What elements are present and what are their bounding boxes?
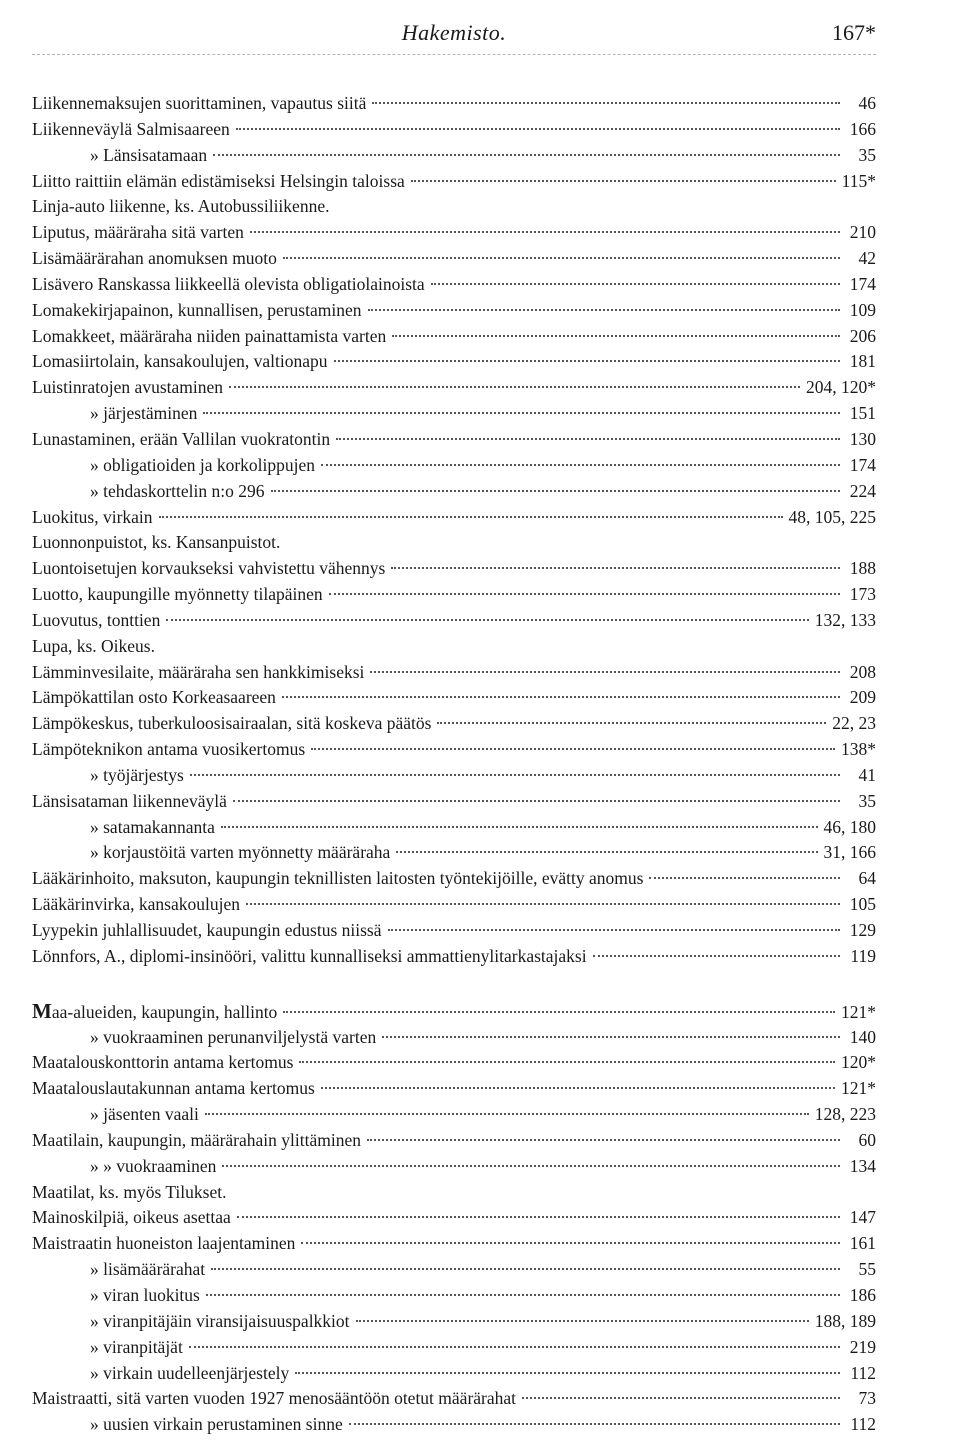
dot-leader <box>246 903 840 905</box>
index-entry <box>32 1025 876 1051</box>
dot-leader <box>250 231 840 233</box>
dot-leader <box>392 335 840 337</box>
index-entry-pages: 186 <box>849 1284 876 1305</box>
index-entry-text: Maa-alueiden, kaupungin, hallinto <box>32 998 278 1023</box>
index-entry-text: » » vuokraaminen <box>90 1155 217 1176</box>
page-header <box>32 14 876 50</box>
index-entry <box>32 815 876 841</box>
index-entry <box>32 1076 876 1102</box>
index-entry-pages: 115* <box>841 170 876 191</box>
index-entry <box>32 737 876 763</box>
index-entry <box>32 789 876 815</box>
index-entry-pages: 147 <box>849 1207 876 1228</box>
index-entry <box>32 272 876 298</box>
index-entry <box>32 324 876 350</box>
index-entry-pages: 181 <box>849 351 876 372</box>
index-entry-pages: 121* <box>841 1078 876 1099</box>
index-entry-text: Liputus, määräraha sitä varten <box>32 222 244 243</box>
index-entry-pages: 46, 180 <box>823 816 876 837</box>
index-entry-text: Liikennemaksujen suorittaminen, vapautus siitä <box>32 93 367 113</box>
index-entry-pages: 224 <box>849 480 876 501</box>
index-entry-text: Liitto raittiin elämän edistämiseksi Helsingin taloissa <box>32 170 405 191</box>
dot-leader <box>368 309 841 311</box>
dot-leader <box>222 1165 840 1167</box>
dot-leader <box>388 929 841 931</box>
index-entry-pages: 31, 166 <box>823 842 876 863</box>
index-entry-pages: 209 <box>849 687 876 708</box>
index-entry-text: » virkain uudelleenjärjestely <box>90 1362 290 1383</box>
dot-leader <box>271 490 841 492</box>
index-entry <box>32 1180 876 1206</box>
dot-leader <box>283 257 840 259</box>
index-entry <box>32 479 876 505</box>
index-entry-text: Liikenneväylä Salmisaareen <box>32 118 230 139</box>
index-entry-pages: 119 <box>850 945 876 966</box>
index-entry-text: » Länsisatamaan <box>90 144 208 165</box>
index-entry-text: Maatalouskonttorin antama kertomus <box>32 1052 294 1073</box>
index-entry <box>32 1205 876 1231</box>
dot-leader <box>205 1113 809 1115</box>
index-entry-pages: 35 <box>858 790 876 811</box>
index-entry-text: » korjaustöitä varten myönnetty määräraha <box>90 842 391 863</box>
index-entry-pages: 120* <box>841 1052 876 1073</box>
index-entry-text: Lämpöteknikon antama vuosikertomus <box>32 739 306 760</box>
index-entry-text: » jäsenten vaali <box>90 1104 199 1125</box>
index-entry-pages: 46 <box>858 93 876 113</box>
dot-leader <box>356 1320 809 1322</box>
index-entry-text: » viranpitäjäin viransijaisuuspalkkiot <box>90 1310 350 1331</box>
dot-leader <box>236 128 840 130</box>
dot-leader <box>321 1087 835 1089</box>
index-entry-text: Lämminvesilaite, määräraha sen hankkimiseksi <box>32 661 365 682</box>
index-entry-pages: 42 <box>858 248 876 269</box>
dot-leader <box>189 1346 840 1348</box>
index-entry-text: Luonnonpuistot, ks. Kansanpuistot. <box>32 532 281 553</box>
index-entry <box>32 634 876 660</box>
index-entry-text: » satamakannanta <box>90 816 215 837</box>
dot-leader <box>349 1423 840 1425</box>
index-entry-text: Maatalouslautakunnan antama kertomus <box>32 1078 315 1099</box>
index-entry <box>32 505 876 531</box>
index-entry-pages: 73 <box>858 1388 876 1409</box>
index-entry <box>32 840 876 866</box>
dot-leader <box>166 619 808 621</box>
index-entry-pages: 173 <box>849 584 876 605</box>
index-entry-pages: 219 <box>849 1336 876 1357</box>
index-entry <box>32 1050 876 1076</box>
index-entry-text: Lönnfors, A., diplomi-insinööri, valittu kunnalliseksi ammattienylitarkastajaksi <box>32 945 587 966</box>
index-entry-text: » tehdaskorttelin n:o 296 <box>90 480 265 501</box>
index-entry <box>32 866 876 892</box>
index-entry-text: Lomakekirjapainon, kunnallisen, perustaminen <box>32 299 362 320</box>
dot-leader <box>391 567 840 569</box>
index-entry-text: Luistinratojen avustaminen <box>32 377 223 398</box>
index-entry-pages: 129 <box>849 920 876 940</box>
index-entry-text: Luotto, kaupungille myönnetty tilapäinen <box>32 584 323 605</box>
index-entry-pages: 174 <box>849 454 876 475</box>
index-entry <box>32 1257 876 1283</box>
index-entry <box>32 375 876 401</box>
section-gap <box>32 970 876 999</box>
index-entry-text: » viran luokitus <box>90 1284 200 1305</box>
index-entry-text: Lääkärinvirka, kansakoulujen <box>32 894 240 915</box>
index-entry-pages: 151 <box>849 403 876 424</box>
index-entry-text: Luokitus, virkain <box>32 506 153 527</box>
dot-leader <box>233 800 840 802</box>
index-entry-pages: 112 <box>850 1414 876 1435</box>
index-entry <box>32 91 876 117</box>
page-title: Hakemisto. <box>401 20 507 45</box>
dot-leader <box>282 696 840 698</box>
index-entry <box>32 169 876 195</box>
index-entry <box>32 401 876 427</box>
index-entry-text: Lupa, ks. Oikeus. <box>32 635 155 656</box>
dot-leader <box>336 438 840 440</box>
dot-leader <box>221 826 818 828</box>
index-entry-pages: 208 <box>849 661 876 682</box>
index-entry <box>32 194 876 220</box>
index-entry-pages: 112 <box>850 1362 876 1383</box>
dot-leader <box>229 386 800 388</box>
dot-leader <box>206 1294 840 1296</box>
index-entry-text: » vuokraaminen perunanviljelystä varten <box>90 1026 377 1047</box>
index-entry-pages: 166 <box>849 118 876 139</box>
index-entry-text: Maatilat, ks. myös Tilukset. <box>32 1181 227 1202</box>
dot-leader <box>396 851 817 853</box>
index-entry <box>32 1361 876 1387</box>
index-entry-text: Lisämäärärahan anomuksen muoto <box>32 248 277 269</box>
dot-leader <box>649 877 840 879</box>
index-entry-pages: 109 <box>849 299 876 320</box>
index-entry <box>32 1231 876 1257</box>
index-entry <box>32 1412 876 1438</box>
index-entry-text: Lomasiirtolain, kansakoulujen, valtionapu <box>32 351 328 372</box>
index-entry-pages: 210 <box>849 222 876 243</box>
dot-leader <box>299 1061 835 1063</box>
index-entry-pages: 188, 189 <box>814 1310 876 1331</box>
dot-leader <box>237 1216 840 1218</box>
dot-leader <box>367 1139 840 1141</box>
index-entry-pages: 138* <box>841 739 876 760</box>
index-entry-text: Lämpökeskus, tuberkuloosisairaalan, sitä koskeva päätös <box>32 713 432 734</box>
index-entry <box>32 246 876 272</box>
index-entry <box>32 530 876 556</box>
index-entry <box>32 892 876 918</box>
index-entry-pages: 60 <box>858 1129 876 1150</box>
index-entry-text: Lääkärinhoito, maksuton, kaupungin teknillisten laitosten työntekijöille, evätty anomus <box>32 868 644 889</box>
index-entry-pages: 140 <box>849 1026 876 1047</box>
index-entry-text: » obligatioiden ja korkolippujen <box>90 454 316 475</box>
index-entry <box>32 1309 876 1335</box>
index-entry-pages: 55 <box>858 1259 876 1280</box>
index-entry-pages: 134 <box>849 1155 876 1176</box>
index-entry-text: Maistraatti, sitä varten vuoden 1927 menosääntöön otetut määrärahat <box>32 1388 517 1409</box>
dot-leader <box>295 1372 840 1374</box>
index-entry-pages: 130 <box>849 428 876 449</box>
index-entry <box>32 117 876 143</box>
index-entry <box>32 685 876 711</box>
dot-leader <box>190 774 840 776</box>
index-entry-pages: 105 <box>849 894 876 915</box>
index-entry <box>32 1283 876 1309</box>
index-entry-text: » viranpitäjät <box>90 1336 183 1357</box>
index-entry-text: Lisävero Ranskassa liikkeellä olevista obligatiolainoista <box>32 273 425 294</box>
index-entry-pages: 128, 223 <box>814 1104 876 1125</box>
index-entry <box>32 582 876 608</box>
index-entry-pages: 206 <box>849 325 876 346</box>
index-entry-pages: 35 <box>858 144 876 165</box>
dot-leader <box>431 283 840 285</box>
index-entry <box>32 220 876 246</box>
index-entry-text: Lomakkeet, määräraha niiden painattamista varten <box>32 325 387 346</box>
index-entry-text: Lyypekin juhlallisuudet, kaupungin edustus niissä <box>32 920 382 940</box>
index-entry <box>32 1335 876 1361</box>
index-entry-text: Maatilain, kaupungin, määrärahain ylittäminen <box>32 1129 361 1150</box>
dot-leader <box>311 748 835 750</box>
index-entry <box>32 1102 876 1128</box>
dot-leader <box>411 180 836 182</box>
index-entry <box>32 349 876 375</box>
index-entry-text: » uusien virkain perustaminen sinne <box>90 1414 343 1435</box>
index-entry-pages: 174 <box>849 273 876 294</box>
dot-leader <box>203 412 840 414</box>
index-entry <box>32 660 876 686</box>
index-entry <box>32 944 876 970</box>
index-entry-text: » työjärjestys <box>90 764 184 785</box>
index-entry <box>32 453 876 479</box>
index-entry-text: » lisämäärärahat <box>90 1259 206 1280</box>
dot-leader <box>334 360 841 362</box>
dot-leader <box>329 593 840 595</box>
index-entry-pages: 22, 23 <box>832 713 876 734</box>
index-entry-pages: 41 <box>858 764 876 785</box>
index-entry-text: Luovutus, tonttien <box>32 609 161 630</box>
dot-leader <box>283 1011 835 1013</box>
index-entry-pages: 161 <box>849 1233 876 1254</box>
dot-leader <box>321 464 840 466</box>
index-entry <box>32 918 876 944</box>
dot-leader <box>522 1397 840 1399</box>
dot-leader <box>301 1242 840 1244</box>
page-number: 167* <box>832 20 876 45</box>
index-entry <box>32 1154 876 1180</box>
index-entry-pages: 64 <box>858 868 876 889</box>
index-entry-text: Lämpökattilan osto Korkeasaareen <box>32 687 276 708</box>
index-entry <box>32 608 876 634</box>
dot-leader <box>372 102 840 104</box>
index-entry-text: Linja-auto liikenne, ks. Autobussiliikenne. <box>32 196 330 217</box>
index-entries <box>32 91 876 1438</box>
index-entry <box>32 427 876 453</box>
index-entry <box>32 143 876 169</box>
index-entry-text: Luontoisetujen korvaukseksi vahvistettu vähennys <box>32 558 386 579</box>
index-entry-text: » järjestäminen <box>90 403 198 424</box>
dot-leader <box>213 154 840 156</box>
index-entry <box>32 999 876 1025</box>
dot-leader <box>370 671 840 673</box>
dot-leader <box>211 1268 840 1270</box>
index-entry-pages: 204, 120* <box>806 377 876 398</box>
index-entry-text: Maistraatin huoneiston laajentaminen <box>32 1233 296 1254</box>
index-entry <box>32 1386 876 1412</box>
index-entry <box>32 556 876 582</box>
dot-leader <box>593 955 840 957</box>
header-rule <box>32 54 876 55</box>
index-entry-pages: 188 <box>849 558 876 579</box>
index-entry-pages: 121* <box>841 1001 876 1022</box>
index-entry-pages: 132, 133 <box>814 609 876 630</box>
index-entry-pages: 48, 105, 225 <box>788 506 876 527</box>
dot-leader <box>382 1036 840 1038</box>
index-entry <box>32 1128 876 1154</box>
index-entry-text: Lunastaminen, erään Vallilan vuokratontin <box>32 428 331 449</box>
index-entry <box>32 763 876 789</box>
index-entry-text: Länsisataman liikenneväylä <box>32 790 227 811</box>
index-entry <box>32 711 876 737</box>
index-entry-text: Mainoskilpiä, oikeus asettaa <box>32 1207 231 1228</box>
index-entry <box>32 298 876 324</box>
dot-leader <box>159 516 783 518</box>
dot-leader <box>437 722 826 724</box>
